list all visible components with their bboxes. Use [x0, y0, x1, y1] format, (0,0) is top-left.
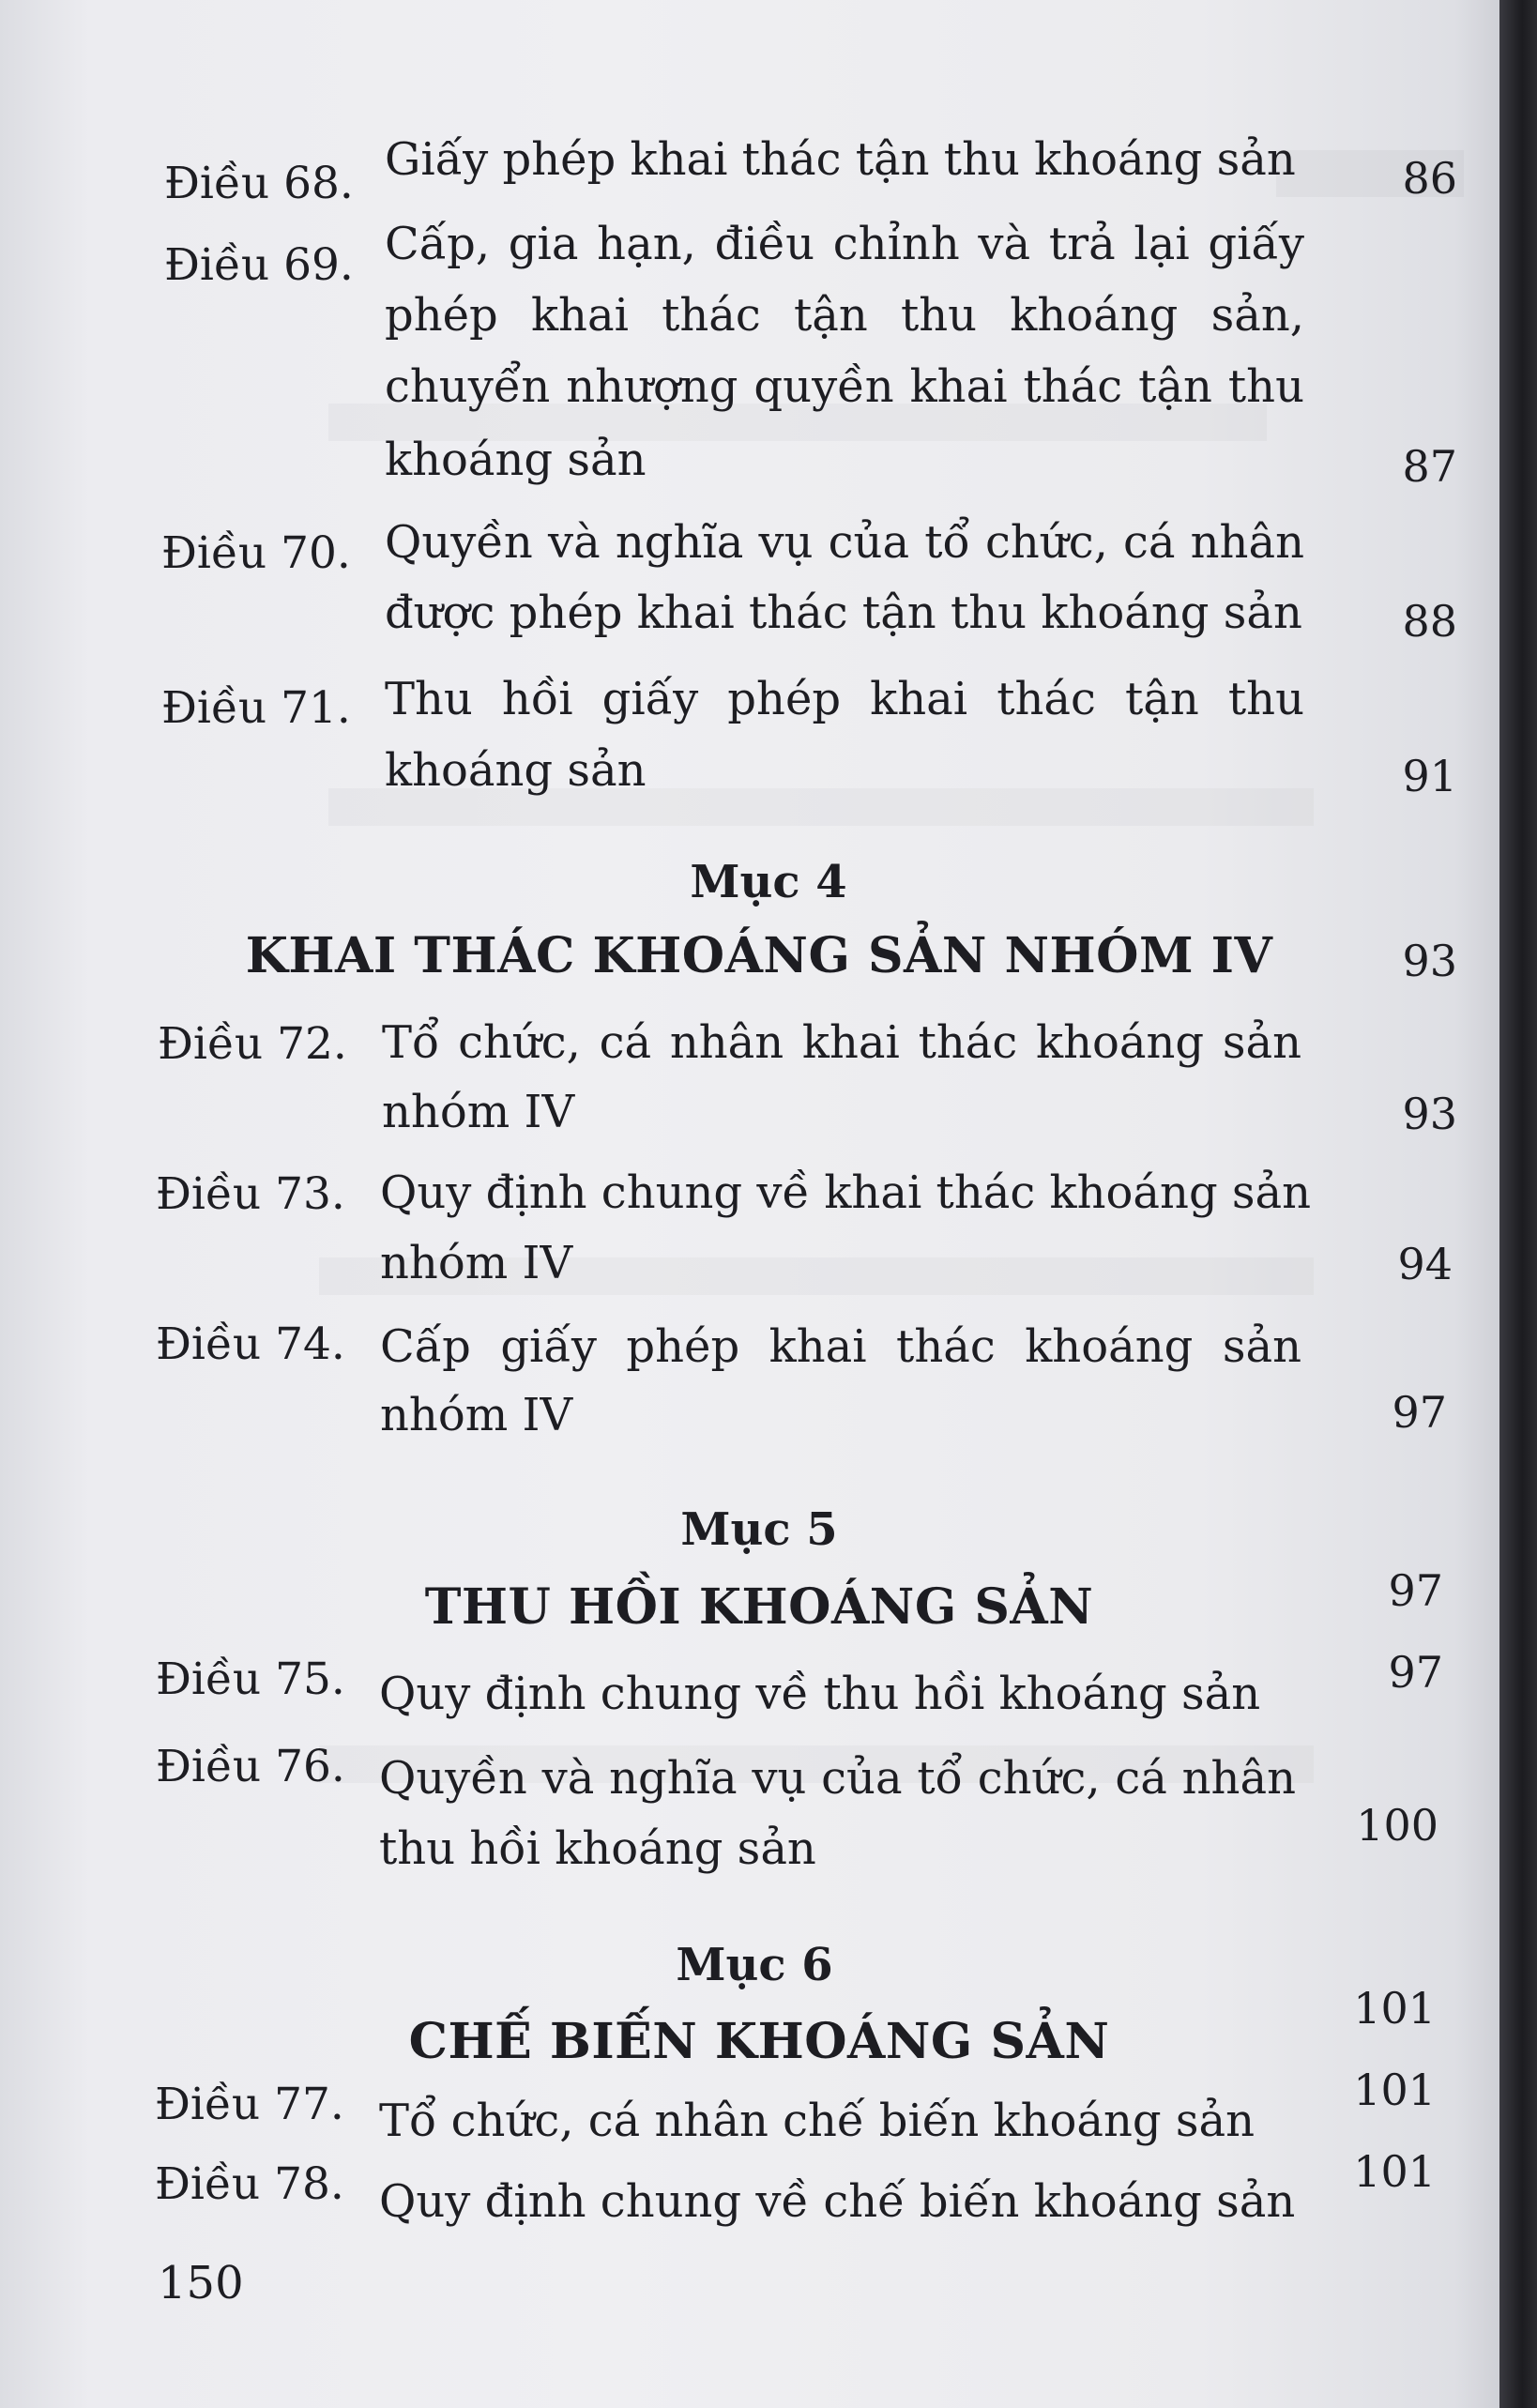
- page-ref: 97: [1388, 1647, 1443, 1698]
- section-page-ref: 101: [1353, 1983, 1436, 2034]
- section-label: Mục 6: [676, 1939, 833, 1991]
- article-number: Điều 77.: [155, 2079, 344, 2130]
- page-ref: 101: [1353, 2065, 1436, 2115]
- entry-title-line: khoáng sản: [385, 744, 647, 797]
- section-page-ref: 97: [1388, 1565, 1443, 1616]
- entry-title-line: nhóm IV: [382, 1086, 575, 1138]
- entry-title-line: Tổ chức, cá nhân khai thác khoáng sản: [382, 1016, 1301, 1069]
- entry-title-line: Quyền và nghĩa vụ của tổ chức, cá nhân: [385, 516, 1304, 569]
- article-number: Điều 71.: [161, 682, 351, 734]
- article-number: Điều 70.: [161, 527, 351, 579]
- page-ref: 93: [1402, 1089, 1457, 1139]
- page-ref: 101: [1353, 2146, 1436, 2197]
- article-number: Điều 74.: [156, 1318, 345, 1370]
- page-ref: 86: [1402, 153, 1457, 204]
- entry-title-line: Cấp, gia hạn, điều chỉnh và trả lại giấy: [385, 218, 1304, 270]
- section-page-ref: 93: [1402, 936, 1457, 986]
- page-ref: 87: [1402, 441, 1457, 492]
- article-number: Điều 69.: [164, 239, 354, 291]
- entry-title-line: nhóm IV: [380, 1237, 573, 1289]
- entry-title-line: được phép khai thác tận thu khoáng sản: [385, 587, 1302, 639]
- page-ref: 97: [1392, 1387, 1447, 1438]
- entry-title-line: Quy định chung về khai thác khoáng sản: [380, 1166, 1312, 1219]
- entry-title-line: Tổ chức, cá nhân chế biến khoáng sản: [379, 2095, 1255, 2147]
- entry-title-line: Thu hồi giấy phép khai thác tận thu: [385, 673, 1304, 725]
- entry-title-line: Quyền và nghĩa vụ của tổ chức, cá nhân: [379, 1752, 1296, 1805]
- entry-title-line: Giấy phép khai thác tận thu khoáng sản: [385, 133, 1296, 186]
- page-ref: 88: [1402, 596, 1457, 647]
- entry-title-line: Quy định chung về chế biến khoáng sản: [379, 2175, 1296, 2228]
- section-label: Mục 4: [690, 856, 847, 908]
- page-ref: 94: [1397, 1239, 1453, 1289]
- article-number: Điều 76.: [156, 1741, 345, 1792]
- section-label: Mục 5: [680, 1503, 838, 1556]
- section-title: THU HỒI KHOÁNG SẢN: [424, 1578, 1094, 1636]
- article-number: Điều 78.: [155, 2158, 344, 2210]
- page-number: 150: [158, 2257, 244, 2309]
- article-number: Điều 75.: [156, 1654, 345, 1705]
- entry-title-line: thu hồi khoáng sản: [379, 1822, 816, 1875]
- article-number: Điều 72.: [158, 1018, 347, 1070]
- article-number: Điều 68.: [164, 158, 354, 209]
- article-number: Điều 73.: [156, 1168, 345, 1220]
- page-ref: 91: [1402, 751, 1457, 801]
- entry-title-line: khoáng sản: [385, 434, 647, 486]
- page-ref: 100: [1356, 1800, 1438, 1851]
- entry-title-line: chuyển nhượng quyền khai thác tận thu: [385, 360, 1304, 413]
- entry-title-line: phép khai thác tận thu khoáng sản,: [385, 289, 1304, 342]
- entry-title-line: nhóm IV: [380, 1389, 573, 1441]
- section-title: CHẾ BIẾN KHOÁNG SẢN: [408, 2013, 1110, 2070]
- entry-title-line: Quy định chung về thu hồi khoáng sản: [379, 1668, 1261, 1720]
- entry-title-line: Cấp giấy phép khai thác khoáng sản: [380, 1320, 1301, 1373]
- section-title: KHAI THÁC KHOÁNG SẢN NHÓM IV: [245, 927, 1273, 984]
